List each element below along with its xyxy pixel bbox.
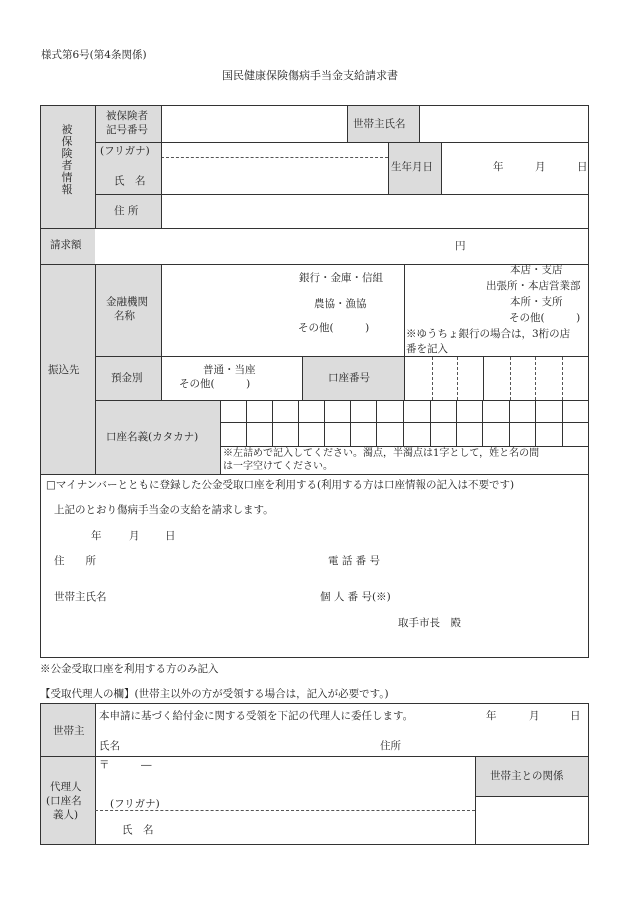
holder-note-1: ※左詰めで記入してください。濁点，半濁点は1字として，姓と名の間 bbox=[223, 448, 540, 459]
institution-label-1: 金融機関 bbox=[106, 296, 148, 308]
agent-name-label: 氏 名 bbox=[122, 824, 154, 836]
request-year-label: 年 bbox=[91, 530, 102, 542]
address-label: 住 所 bbox=[114, 205, 139, 217]
deposit-type-label: 預金別 bbox=[111, 372, 143, 384]
personal-number-label: 個 人 番 号(※) bbox=[320, 591, 391, 603]
mynumber-account-checkbox[interactable]: □マイナンバーとともに登録した公金受取口座を利用する(利用する方は口座情報の記入は不要です) bbox=[46, 479, 515, 491]
footnote: ※公金受取口座を利用する方のみ記入 bbox=[40, 663, 219, 675]
agent-householder-name-label: 氏名 bbox=[99, 740, 120, 752]
birth-year-label: 年 bbox=[493, 161, 504, 173]
yucho-note-1: ※ゆうちょ銀行の場合は，3桁の店 bbox=[406, 328, 571, 340]
relation-label: 世帯主との関係 bbox=[490, 770, 564, 782]
applicant-householder-label: 世帯主氏名 bbox=[54, 591, 107, 603]
name-label: 氏 名 bbox=[114, 175, 146, 187]
agent-householder-label: 世帯主 bbox=[53, 725, 85, 737]
agent-heading: 【受取代理人の欄】(世帯主以外の方が受領する場合は，記入が必要です。) bbox=[40, 688, 389, 700]
holder-note-2: は一字空けてください。 bbox=[223, 461, 333, 472]
agent-furigana-label: (フリガナ) bbox=[110, 798, 160, 810]
furigana-label: (フリガナ) bbox=[100, 145, 150, 157]
request-statement: 上記のとおり傷病手当金の支給を請求します。 bbox=[54, 504, 274, 516]
householder-name-label: 世帯主氏名 bbox=[353, 118, 406, 130]
agent-postal: 〒 ― bbox=[99, 759, 152, 771]
agent-label-3: 義人) bbox=[53, 809, 79, 821]
coop-types: 農協・漁協 bbox=[314, 298, 367, 310]
delegation-year-label: 年 bbox=[486, 710, 497, 722]
delegation-day-label: 日 bbox=[570, 710, 581, 722]
yen-unit: 円 bbox=[455, 240, 466, 252]
branch-options-3: 本所・支所 bbox=[510, 296, 563, 308]
agent-label-1: 代理人 bbox=[50, 781, 82, 793]
institution-label-2: 名称 bbox=[114, 310, 135, 322]
transfer-section-label: 振込先 bbox=[48, 364, 80, 376]
agent-householder-address-label: 住所 bbox=[380, 740, 401, 752]
insured-section-label: 被保険者情報 bbox=[61, 123, 73, 196]
account-holder-label: 口座名義(カタカナ) bbox=[106, 431, 199, 443]
branch-other: その他( ) bbox=[509, 312, 581, 324]
institution-other: その他( ) bbox=[298, 322, 370, 334]
birthdate-label: 生年月日 bbox=[391, 161, 433, 173]
delegation-statement: 本申請に基づく給付金に関する受領を下記の代理人に委任します。 bbox=[99, 710, 414, 722]
branch-options-2: 出張所・本店営業部 bbox=[486, 280, 581, 292]
birth-day-label: 日 bbox=[577, 161, 588, 173]
phone-label: 電 話 番 号 bbox=[328, 555, 381, 567]
insured-number-label-1: 被保険者 bbox=[106, 110, 148, 122]
delegation-month-label: 月 bbox=[529, 710, 540, 722]
birth-month-label: 月 bbox=[535, 161, 546, 173]
request-day-label: 日 bbox=[165, 530, 176, 542]
bank-types: 銀行・金庫・信組 bbox=[299, 272, 383, 284]
deposit-other: その他( ) bbox=[179, 378, 251, 390]
account-number-label: 口座番号 bbox=[328, 372, 370, 384]
insured-number-label-2: 記号番号 bbox=[106, 124, 148, 136]
form-number: 様式第6号(第4条関係) bbox=[41, 49, 147, 61]
form-title: 国民健康保険傷病手当金支給請求書 bbox=[222, 69, 398, 82]
agent-label-2: (口座名 bbox=[46, 795, 82, 807]
branch-options-1: 本店・支店 bbox=[510, 264, 563, 276]
claim-amount-label: 請求額 bbox=[50, 239, 82, 251]
deposit-types: 普通・当座 bbox=[203, 364, 256, 376]
applicant-address-label: 住 所 bbox=[54, 555, 96, 567]
request-month-label: 月 bbox=[129, 530, 140, 542]
yucho-note-2: 番を記入 bbox=[406, 343, 448, 355]
addressee: 取手市長 殿 bbox=[398, 617, 461, 629]
